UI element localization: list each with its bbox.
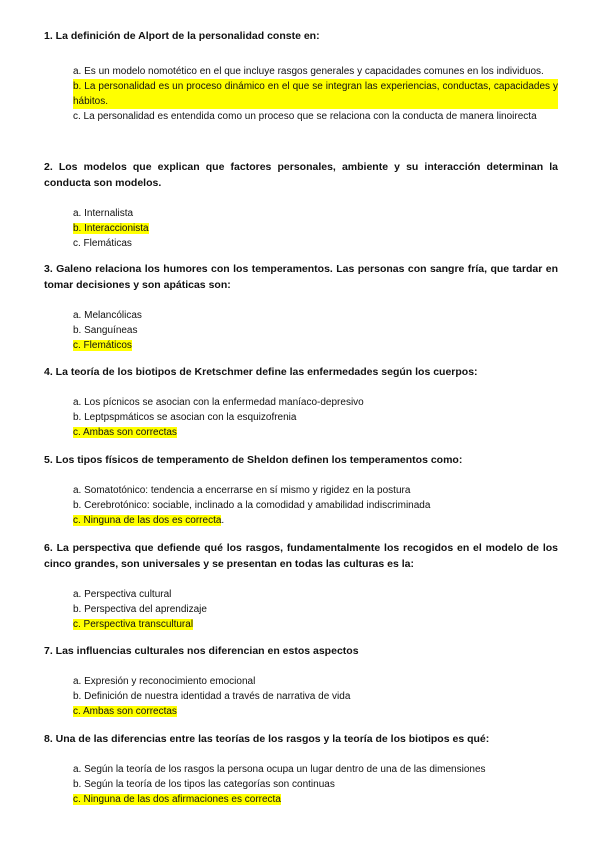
question-5 bbox=[44, 452, 558, 528]
question-1-option-b-highlighted: b. La personalidad es un proceso dinámico en el que se integran las experiencias, conductas, capacidades y hábitos. bbox=[73, 81, 558, 107]
question-1-options bbox=[73, 64, 558, 124]
question-7 bbox=[44, 643, 558, 719]
question-6-options bbox=[73, 587, 558, 632]
question-4-option-c-highlighted: c. Ambas son correctas bbox=[73, 427, 177, 438]
question-7-option-a: a. Expresión y reconocimiento emocional bbox=[73, 676, 256, 687]
question-2-text: 2. Los modelos que explican que factores personales, ambiente y su interacción determinan la conducta son modelos. bbox=[44, 161, 558, 189]
question-1-option-c: c. La personalidad es entendida como un proceso que se relaciona con la conducta de manera linoirecta bbox=[73, 111, 537, 122]
question-5-options bbox=[73, 483, 558, 528]
question-6 bbox=[44, 540, 558, 632]
question-7-option-c-highlighted: c. Ambas son correctas bbox=[73, 706, 177, 717]
question-4-option-b: b. Leptpspmáticos se asocian con la esquizofrenia bbox=[73, 412, 297, 423]
question-1-text: 1. La definición de Alport de la personalidad conste en: bbox=[44, 30, 320, 42]
question-2-option-c: c. Flemáticas bbox=[73, 238, 132, 249]
question-3-option-c-highlighted: c. Flemáticos bbox=[73, 340, 132, 351]
question-3-options bbox=[73, 308, 558, 353]
question-4-option-a: a. Los pícnicos se asocian con la enfermedad maníaco-depresivo bbox=[73, 397, 364, 408]
question-8 bbox=[44, 731, 558, 807]
question-3 bbox=[44, 261, 558, 353]
question-5-option-b: b. Cerebrotónico: sociable, inclinado a la comodidad y amabilidad indiscriminada bbox=[73, 500, 431, 511]
question-5-option-c-highlighted: c. Ninguna de las dos es correcta bbox=[73, 515, 222, 526]
question-4-options bbox=[73, 395, 558, 440]
question-2 bbox=[44, 159, 558, 251]
question-5-option-c-period: . bbox=[221, 515, 225, 526]
question-8-options bbox=[73, 762, 558, 807]
question-7-text: 7. Las influencias culturales nos diferencian en estos aspectos bbox=[44, 645, 359, 657]
question-8-text: 8. Una de las diferencias entre las teorías de los rasgos y la teoría de los biotipos es qué: bbox=[44, 733, 490, 745]
question-7-options bbox=[73, 674, 558, 719]
question-3-option-b: b. Sanguíneas bbox=[73, 325, 138, 336]
question-5-option-a: a. Somatotónico: tendencia a encerrarse en sí mismo y rigidez en la postura bbox=[73, 485, 411, 496]
question-8-option-b: b. Según la teoría de los tipos las categorías son continuas bbox=[73, 779, 335, 790]
question-1-option-a: a. Es un modelo nomotético en el que incluye rasgos generales y capacidades comunes en los individuos. bbox=[73, 66, 544, 77]
question-3-option-a: a. Melancólicas bbox=[73, 310, 142, 321]
question-2-option-b-highlighted: b. Interaccionista bbox=[73, 223, 149, 234]
question-4-text: 4. La teoría de los biotipos de Kretschmer define las enfermedades según los cuerpos: bbox=[44, 366, 478, 378]
question-8-option-c-highlighted: c. Ninguna de las dos afirmaciones es correcta bbox=[73, 794, 281, 805]
question-6-option-a: a. Perspectiva cultural bbox=[73, 589, 172, 600]
question-8-option-a: a. Según la teoría de los rasgos la persona ocupa un lugar dentro de una de las dimensiones bbox=[73, 764, 486, 775]
question-4 bbox=[44, 364, 558, 440]
question-2-option-a: a. Internalista bbox=[73, 208, 134, 219]
question-6-option-c-highlighted: c. Perspectiva transcultural bbox=[73, 619, 194, 630]
question-1 bbox=[44, 28, 558, 124]
question-2-options bbox=[73, 206, 558, 251]
question-7-option-b: b. Definición de nuestra identidad a través de narrativa de vida bbox=[73, 691, 351, 702]
question-6-option-b: b. Perspectiva del aprendizaje bbox=[73, 604, 207, 615]
question-6-text: 6. La perspectiva que defiende qué los rasgos, fundamentalmente los recogidos en el modelo de los cinco grandes, son universales y se presentan en todas las culturas es la: bbox=[44, 542, 558, 570]
question-5-text: 5. Los tipos físicos de temperamento de Sheldon definen los temperamentos como: bbox=[44, 454, 463, 466]
question-3-text: 3. Galeno relaciona los humores con los temperamentos. Las personas con sangre fría, que tardar en tomar decisiones y son apáticas son: bbox=[44, 263, 558, 291]
